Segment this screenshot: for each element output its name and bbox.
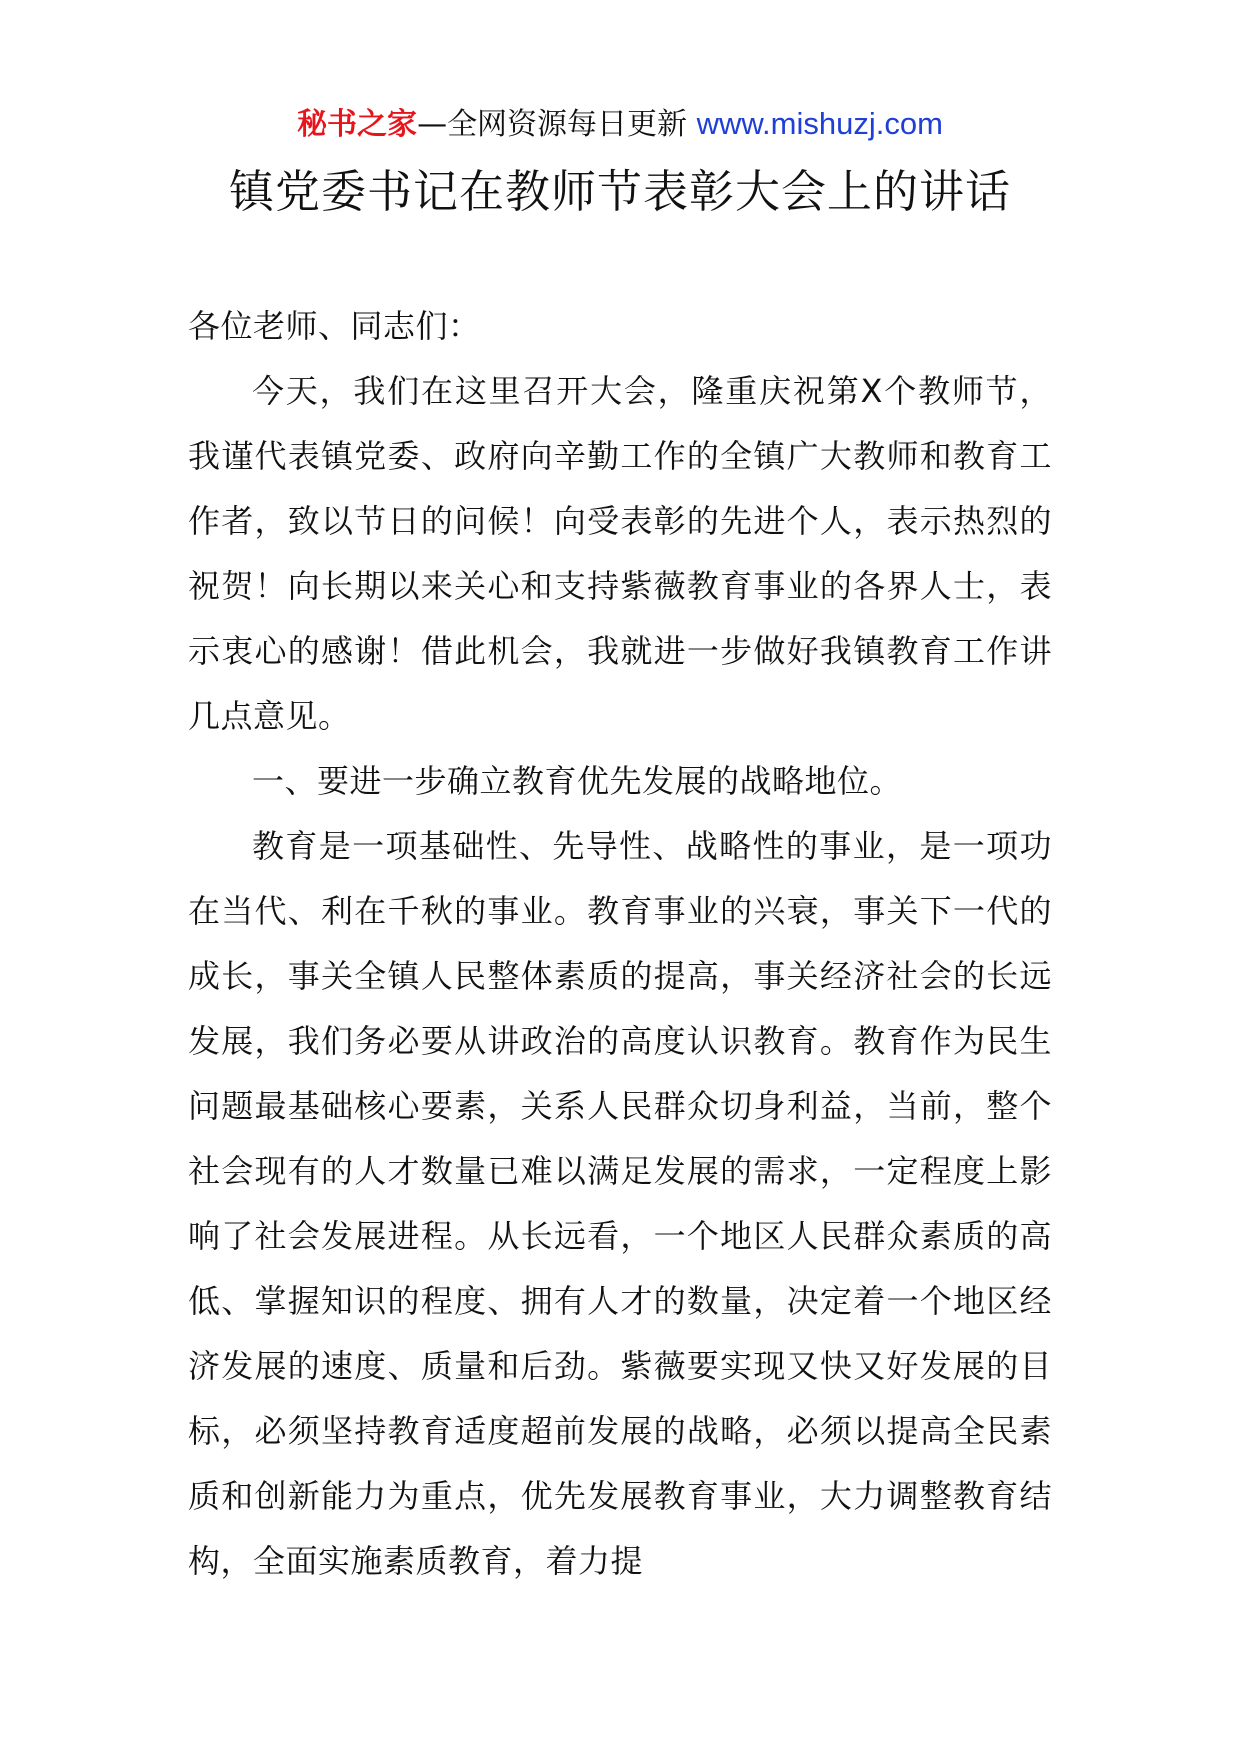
- paragraph-education: 教育是一项基础性、先导性、战略性的事业，是一项功在当代、利在千秋的事业。教育事业的兴衰，事关下一代的成长，事关全镇人民整体素质的提高，事关经济社会的长远发展，我们务必要从讲政治的高度认识教育。教育作为民生问题最基础核心要素，关系人民群众切身利益，当前，整个社会现有的人才数量已难以满足发展的需求，一定程度上影响了社会发展进程。从长远看，一个地区人民群众素质的高低、掌握知识的程度、拥有人才的数量，决定着一个地区经济发展的速度、质量和后劲。紫薇要实现又快又好发展的目标，必须坚持教育适度超前发展的战略，必须以提高全民素质和创新能力为重点，优先发展教育事业，大力调整教育结构，全面实施素质教育，着力提: [188, 827, 1052, 1580]
- header-banner: [0, 104, 1240, 145]
- salutation: 各位老师、同志们：: [188, 307, 481, 345]
- header-tagline: —全网资源每日更新: [417, 107, 697, 142]
- document-title: 镇党委书记在教师节表彰大会上的讲话: [228, 165, 1011, 218]
- document-body: [188, 294, 1052, 1594]
- brand-name: 秘书之家: [297, 107, 418, 142]
- paragraph-intro: 今天，我们在这里召开大会，隆重庆祝第X个教师节，我谨代表镇党委、政府向辛勤工作的全镇广大教师和教育工作者，致以节日的问候！向受表彰的先进个人，表示热烈的祝贺！向长期以来关心和支持紫薇教育事业的各界人士，表示衷心的感谢！借此机会，我就进一步做好我镇教育工作讲几点意见。: [188, 372, 1052, 735]
- section-heading-1: 一、要进一步确立教育优先发展的战略地位。: [252, 762, 903, 800]
- site-url-link[interactable]: www.mishuzj.com: [696, 106, 943, 141]
